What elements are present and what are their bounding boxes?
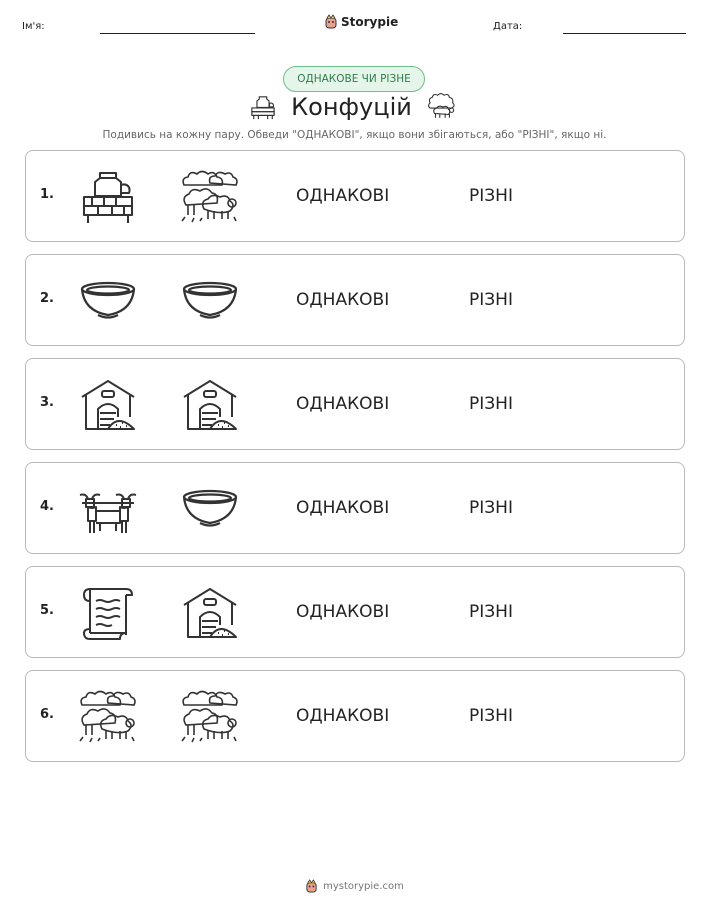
ox-icon: [78, 481, 138, 537]
pair-row: [25, 670, 685, 762]
different-option[interactable]: РІЗНІ: [469, 706, 513, 726]
footer-url[interactable]: mystorypie.com: [323, 880, 404, 892]
same-option[interactable]: ОДНАКОВІ: [296, 706, 390, 726]
different-option[interactable]: РІЗНІ: [469, 290, 513, 310]
instructions: Подивись на кожну пару. Обведи "ОДНАКОВІ", якщо вони збігаються, або "РІЗНІ", якщо ні.: [102, 129, 607, 141]
storypie-logo-icon: [305, 879, 318, 893]
name-label: Ім'я:: [22, 21, 45, 32]
row-number: 5.: [40, 603, 54, 618]
granary-icon: [180, 377, 240, 433]
pair-row: [25, 358, 685, 450]
pair-row: [25, 150, 685, 242]
row-number: 6.: [40, 707, 54, 722]
storypie-logo-icon: [324, 14, 338, 29]
different-option[interactable]: РІЗНІ: [469, 498, 513, 518]
bowl-icon: [180, 273, 240, 329]
bowl-icon: [180, 481, 240, 537]
same-option[interactable]: ОДНАКОВІ: [296, 498, 390, 518]
row-number: 4.: [40, 499, 54, 514]
pottery-icon: [249, 94, 277, 120]
date-label: Дата:: [493, 21, 523, 32]
bowl-icon: [78, 273, 138, 329]
worksheet-title: Конфуцій: [291, 93, 412, 121]
sheep-flock-icon: [78, 689, 138, 745]
granary-icon: [180, 585, 240, 641]
same-option[interactable]: ОДНАКОВІ: [296, 186, 390, 206]
sheep-flock-icon: [180, 689, 240, 745]
same-option[interactable]: ОДНАКОВІ: [296, 602, 390, 622]
pair-row: [25, 462, 685, 554]
same-option[interactable]: ОДНАКОВІ: [296, 290, 390, 310]
worksheet-type-badge: ОДНАКОВЕ ЧИ РІЗНЕ: [283, 66, 425, 92]
brand-name: Storypie: [341, 14, 399, 29]
different-option[interactable]: РІЗНІ: [469, 602, 513, 622]
sheep-flock-icon: [180, 169, 240, 225]
footer: [0, 879, 709, 893]
row-number: 1.: [40, 187, 54, 202]
date-line[interactable]: [563, 33, 686, 34]
row-number: 2.: [40, 291, 54, 306]
pottery-icon: [78, 169, 138, 225]
brand-logo: [324, 14, 398, 29]
row-number: 3.: [40, 395, 54, 410]
different-option[interactable]: РІЗНІ: [469, 186, 513, 206]
title-row: [0, 92, 709, 122]
pair-row: [25, 254, 685, 346]
sheep-flock-icon: [426, 92, 460, 122]
granary-icon: [78, 377, 138, 433]
scroll-icon: [78, 585, 138, 641]
name-line[interactable]: [100, 33, 255, 34]
different-option[interactable]: РІЗНІ: [469, 394, 513, 414]
pair-row: [25, 566, 685, 658]
same-option[interactable]: ОДНАКОВІ: [296, 394, 390, 414]
